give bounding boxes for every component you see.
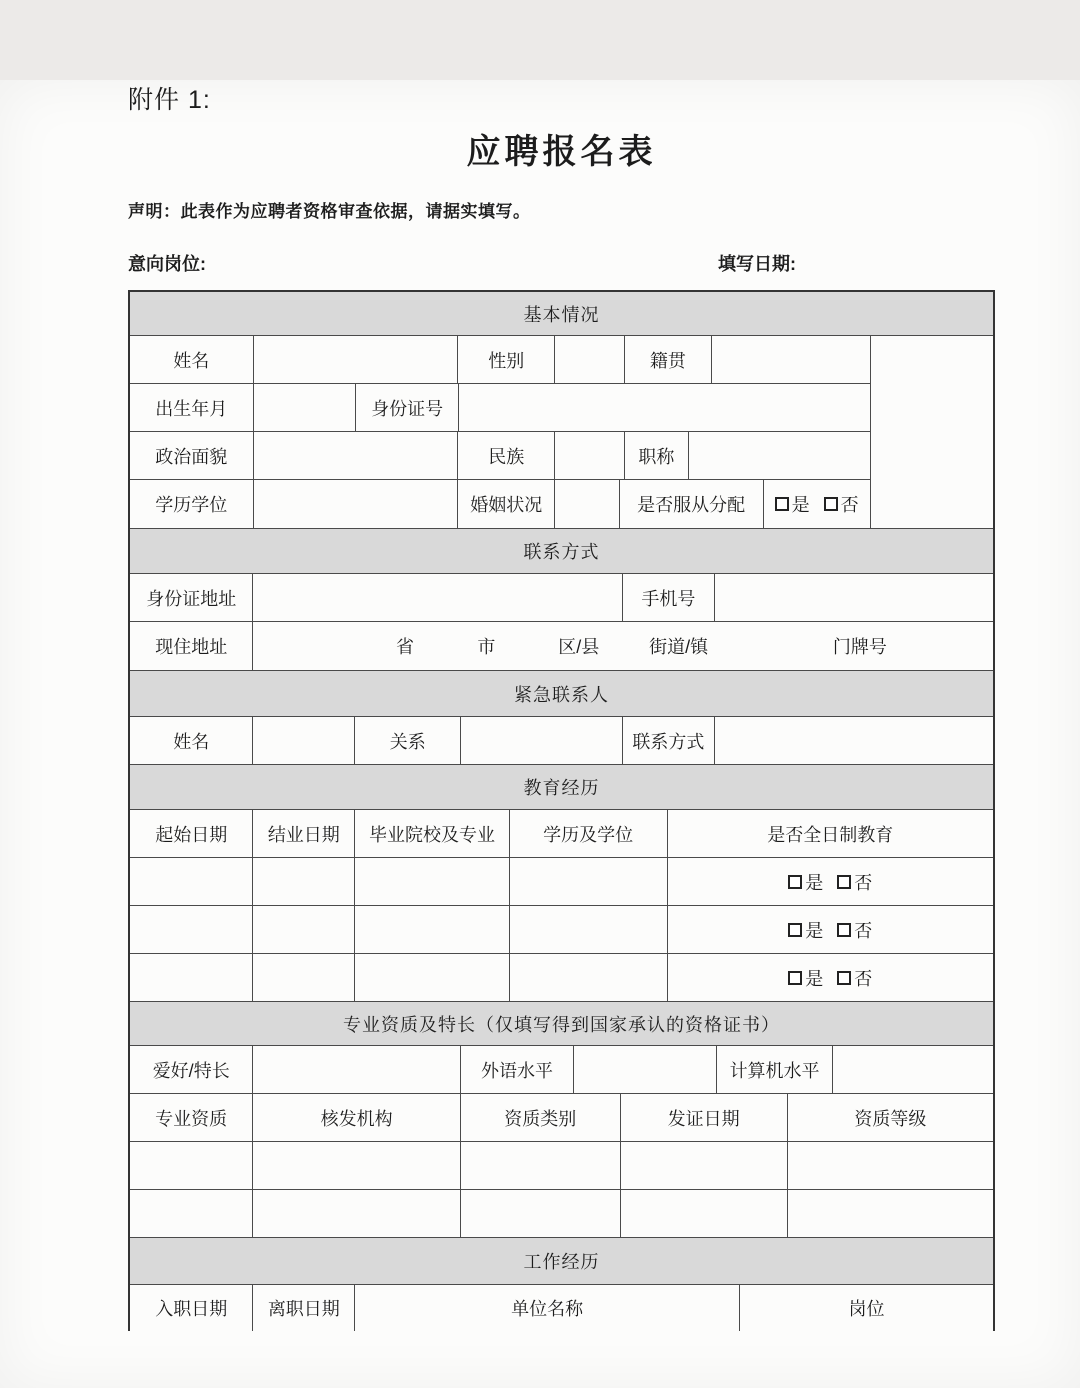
checkbox-yes-label: 是: [805, 872, 824, 893]
input-ethnicity[interactable]: [555, 432, 625, 479]
edu-end-input[interactable]: [253, 954, 355, 1001]
row-hobby: [130, 1046, 993, 1094]
row-emergency: [130, 717, 993, 765]
qual-issue-date-input[interactable]: [621, 1190, 788, 1237]
label-birth-date: 出生年月: [130, 384, 254, 431]
col-header-company: 单位名称: [355, 1285, 740, 1331]
checkbox-yes-label: 是: [791, 495, 810, 515]
checkbox-yes[interactable]: [775, 491, 810, 517]
col-header-category: 资质类别: [461, 1094, 620, 1141]
label-ethnicity: 民族: [458, 432, 555, 479]
education-data-row: [130, 954, 993, 1002]
qual-issue-date-input[interactable]: [621, 1142, 788, 1189]
input-job-title[interactable]: [689, 432, 869, 479]
form-content: [128, 80, 995, 1331]
label-obey-assignment: 是否服从分配: [620, 480, 764, 528]
edu-end-input[interactable]: [253, 858, 355, 905]
row-degree: [130, 480, 870, 528]
qual-agency-input[interactable]: [253, 1190, 461, 1237]
declaration-text: 声明：此表作为应聘者资格审查依据，请据实填写。: [128, 202, 531, 221]
qualification-data-row: [130, 1190, 993, 1238]
section-header-emergency: 紧急联系人: [130, 671, 993, 717]
label-house-number: 门牌号: [832, 637, 887, 657]
input-mobile[interactable]: [715, 574, 993, 621]
col-header-leave-date: 离职日期: [253, 1285, 355, 1331]
checkbox-no-label: 否: [840, 495, 859, 515]
label-education-degree: 学历学位: [130, 480, 254, 528]
edu-start-input[interactable]: [130, 954, 253, 1001]
input-emergency-contact[interactable]: [715, 717, 993, 764]
label-street: 街道/镇: [649, 637, 709, 657]
education-data-row: [130, 906, 993, 954]
checkbox-icon: [788, 923, 802, 937]
label-city: 市: [477, 637, 496, 657]
application-form-table: [128, 290, 995, 1331]
section-header-basic: 基本情况: [130, 292, 993, 336]
checkbox-no[interactable]: [837, 869, 872, 895]
col-header-end-date: 结业日期: [253, 810, 355, 857]
col-header-join-date: 入职日期: [130, 1285, 253, 1331]
qualification-data-row: [130, 1142, 993, 1190]
meta-line: [128, 250, 995, 274]
checkbox-no[interactable]: [837, 917, 872, 943]
qual-level-input[interactable]: [788, 1142, 993, 1189]
section-header-contact: 联系方式: [130, 529, 993, 574]
page-title: 应聘报名表: [466, 134, 657, 171]
qual-name-input[interactable]: [130, 1142, 253, 1189]
input-id-address[interactable]: [253, 574, 622, 621]
input-gender[interactable]: [555, 336, 625, 383]
col-header-position: 岗位: [848, 1299, 885, 1319]
checkbox-yes[interactable]: [788, 869, 823, 895]
qual-level-input[interactable]: [788, 1190, 993, 1237]
qual-name-input[interactable]: [130, 1190, 253, 1237]
checkbox-yes-label: 是: [805, 968, 824, 989]
qual-category-input[interactable]: [461, 1190, 620, 1237]
col-header-issue-date: 发证日期: [621, 1094, 788, 1141]
input-current-address[interactable]: [253, 622, 993, 670]
row-name: [130, 336, 870, 384]
label-name: 姓名: [130, 336, 254, 383]
checkbox-no[interactable]: [837, 965, 872, 991]
input-emergency-relation[interactable]: [461, 717, 622, 764]
label-emergency-name: 姓名: [130, 717, 253, 764]
col-header-fulltime: 是否全日制教育: [767, 824, 894, 845]
row-id-address: [130, 574, 993, 622]
edu-school-input[interactable]: [355, 858, 509, 905]
id-number-digit-boxes: [459, 384, 869, 431]
work-header-row: [130, 1285, 993, 1331]
input-marital-status[interactable]: [555, 480, 619, 528]
col-header-start-date: 起始日期: [130, 810, 253, 857]
edu-fulltime-options: [668, 954, 993, 1001]
label-hobby: 爱好/特长: [130, 1046, 253, 1093]
col-header-qualification-name: 专业资质: [130, 1094, 253, 1141]
checkbox-no-label: 否: [854, 920, 873, 941]
label-emergency-contact: 联系方式: [623, 717, 715, 764]
edu-school-input[interactable]: [355, 906, 509, 953]
checkbox-no[interactable]: [824, 491, 859, 517]
checkbox-icon: [837, 923, 851, 937]
input-education-degree[interactable]: [254, 480, 459, 528]
checkbox-yes[interactable]: [788, 965, 823, 991]
qual-agency-input[interactable]: [253, 1142, 461, 1189]
label-emergency-relation: 关系: [355, 717, 461, 764]
label-native-place: 籍贯: [625, 336, 712, 383]
edu-end-input[interactable]: [253, 906, 355, 953]
photo-box[interactable]: [870, 336, 993, 528]
col-header-issuing-agency: 核发机构: [253, 1094, 461, 1141]
edu-start-input[interactable]: [130, 906, 253, 953]
basic-section-body: [130, 336, 993, 529]
education-header-row: [130, 810, 993, 858]
label-id-number: 身份证号: [356, 384, 459, 431]
label-mobile: 手机号: [623, 574, 715, 621]
label-computer-level: 计算机水平: [717, 1046, 834, 1093]
col-header-school: 毕业院校及专业: [355, 810, 509, 857]
qual-category-input[interactable]: [461, 1142, 620, 1189]
checkbox-icon: [824, 497, 838, 511]
education-data-row: [130, 858, 993, 906]
checkbox-no-label: 否: [854, 872, 873, 893]
qualification-header-row: [130, 1094, 993, 1142]
intended-position-label: 意向岗位:: [128, 254, 206, 274]
label-current-address: 现住地址: [130, 622, 253, 670]
row-current-address: [130, 622, 993, 671]
checkbox-yes-label: 是: [805, 920, 824, 941]
edu-degree-input[interactable]: [510, 858, 668, 905]
checkbox-icon: [788, 875, 802, 889]
label-job-title: 职称: [625, 432, 689, 479]
input-computer-level[interactable]: [833, 1046, 993, 1093]
col-header-level: 资质等级: [854, 1108, 927, 1129]
input-foreign-language[interactable]: [574, 1046, 717, 1093]
checkbox-icon: [788, 971, 802, 985]
checkbox-icon: [837, 875, 851, 889]
edu-school-input[interactable]: [355, 954, 509, 1001]
attachment-label: 附件 1:: [128, 86, 211, 114]
edu-fulltime-options: [668, 858, 993, 905]
obey-assignment-options: [764, 480, 870, 528]
section-header-qualification: 专业资质及特长（仅填写得到国家承认的资格证书）: [130, 1002, 993, 1046]
input-political-status[interactable]: [254, 432, 459, 479]
label-district: 区/县: [558, 637, 600, 657]
edu-degree-input[interactable]: [510, 954, 668, 1001]
input-native-place[interactable]: [712, 336, 870, 383]
input-birth-date[interactable]: [254, 384, 357, 431]
row-birth-id: [130, 384, 870, 432]
checkbox-icon: [837, 971, 851, 985]
input-emergency-name[interactable]: [253, 717, 355, 764]
edu-start-input[interactable]: [130, 858, 253, 905]
section-header-work: 工作经历: [130, 1238, 993, 1285]
label-id-address: 身份证地址: [130, 574, 253, 621]
checkbox-no-label: 否: [854, 968, 873, 989]
col-header-degree: 学历及学位: [510, 810, 668, 857]
basic-left-grid: [130, 336, 870, 528]
edu-degree-input[interactable]: [510, 906, 668, 953]
checkbox-icon: [775, 497, 789, 511]
fill-date-label: 填写日期:: [718, 254, 796, 274]
document-page: [0, 80, 1080, 1388]
label-marital-status: 婚姻状况: [458, 480, 555, 528]
input-hobby[interactable]: [253, 1046, 461, 1093]
label-gender: 性别: [458, 336, 555, 383]
label-foreign-language: 外语水平: [461, 1046, 573, 1093]
label-province: 省: [396, 637, 415, 657]
edu-fulltime-options: [668, 906, 993, 953]
label-political-status: 政治面貌: [130, 432, 254, 479]
checkbox-yes[interactable]: [788, 917, 823, 943]
input-name[interactable]: [254, 336, 459, 383]
row-political: [130, 432, 870, 480]
section-header-education: 教育经历: [130, 765, 993, 810]
